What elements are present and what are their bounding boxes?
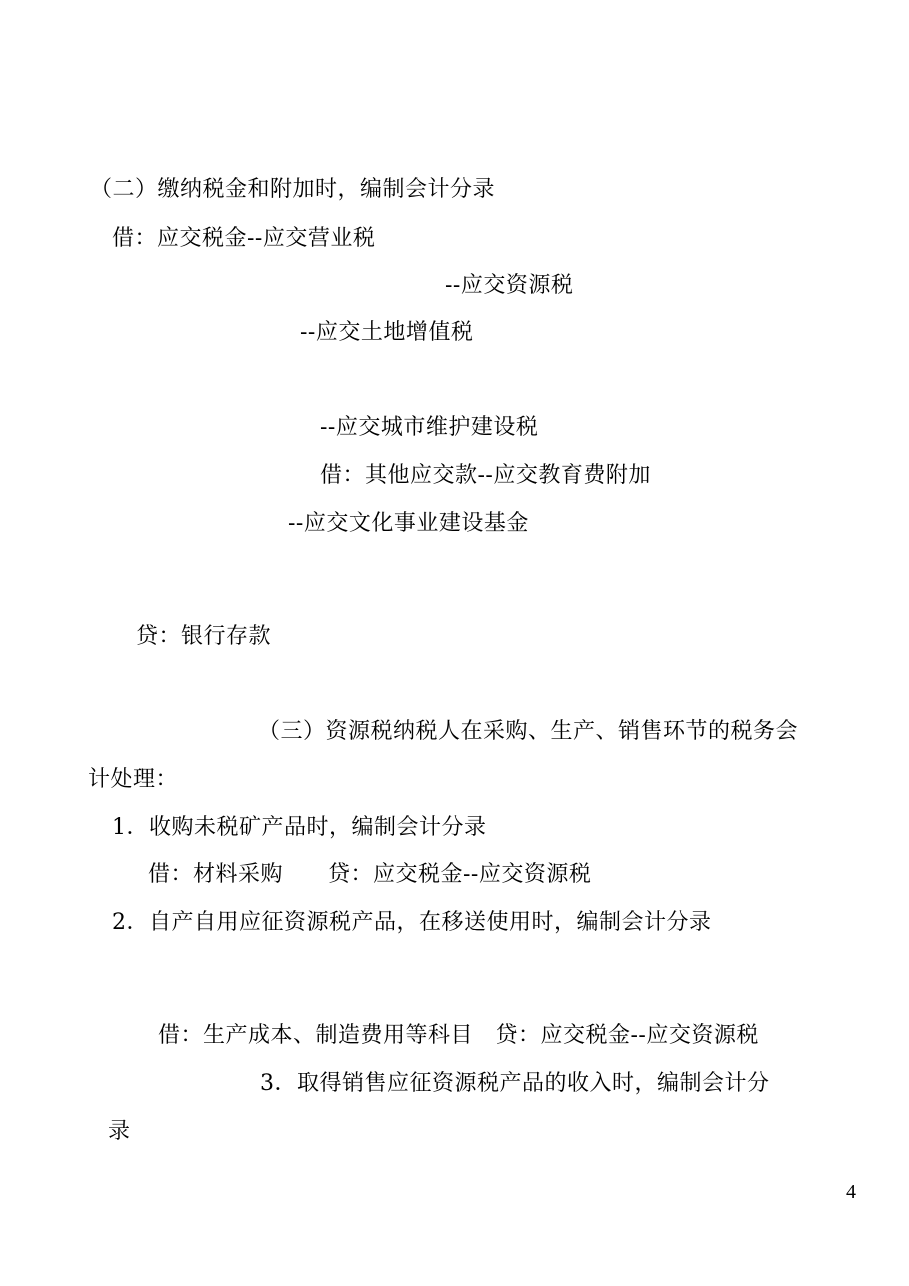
entry-culture-fund: --应交文化事业建设基金 [288,511,529,536]
entry-debit-education-surcharge: 借：其他应交款--应交教育费附加 [320,463,651,488]
entry-credit-bank-deposit: 贷：银行存款 [136,624,272,649]
section-heading-3-continued: 计处理： [88,767,179,792]
entry-land-value-tax: --应交土地增值税 [300,320,474,345]
page-number: 4 [846,1181,856,1203]
entry-resource-tax: --应交资源税 [445,273,574,298]
section-heading-2: （二）缴纳税金和附加时，编制会计分录 [90,177,496,202]
item-1-heading: 1．收购未税矿产品时，编制会计分录 [112,815,487,840]
item-3-heading: 3．取得销售应征资源税产品的收入时，编制会计分 [260,1071,770,1096]
item-2-heading: 2．自产自用应征资源税产品，在移送使用时，编制会计分录 [112,910,712,935]
item-1-entry: 借：材料采购 贷：应交税金--应交资源税 [148,862,592,887]
item-2-entry: 借：生产成本、制造费用等科目 贷：应交税金--应交资源税 [158,1023,759,1048]
item-3-heading-continued: 录 [108,1119,131,1144]
entry-debit-taxes-business: 借：应交税金--应交营业税 [112,226,376,251]
section-heading-3: （三）资源税纳税人在采购、生产、销售环节的税务会 [258,719,799,744]
entry-urban-maintenance-tax: --应交城市维护建设税 [320,415,539,440]
